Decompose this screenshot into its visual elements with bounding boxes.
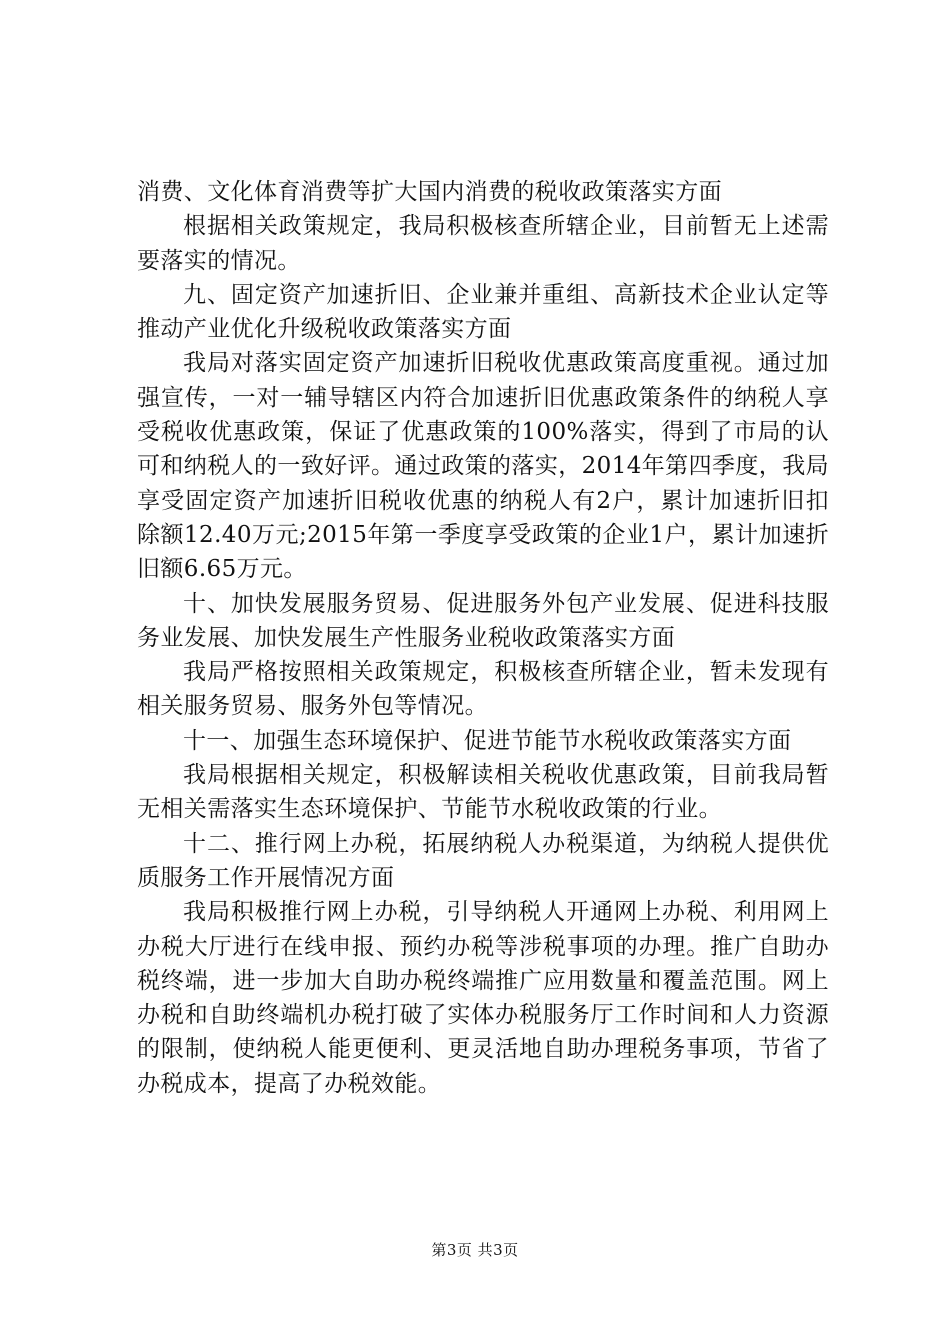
paragraph-6: 我局严格按照相关政策规定，积极核查所辖企业，暂未发现有相关服务贸易、服务外包等情况。 [137,659,829,720]
section-heading-11: 十一、加强生态环境保护、促进节能节水税收政策落实方面 [183,727,792,754]
page-number: 第3页 共3页 [431,1241,519,1259]
section-heading-10: 十、加快发展服务贸易、促进服务外包产业发展、促进科技服务业发展、加快发展生产性服务业税收政策落实方面 [137,590,829,651]
document-body [137,175,829,1101]
page-footer [0,1240,950,1260]
paragraph-8: 我局根据相关规定，积极解读相关税收优惠政策，目前我局暂无相关需落实生态环境保护、节能节水税收政策的行业。 [137,762,829,823]
section-heading-12: 十二、推行网上办税，拓展纳税人办税渠道，为纳税人提供优质服务工作开展情况方面 [137,830,829,891]
paragraph-2: 根据相关政策规定，我局积极核查所辖企业，目前暂无上述需要落实的情况。 [137,213,829,274]
paragraph-4: 我局对落实固定资产加速折旧税收优惠政策高度重视。通过加强宣传，一对一辅导辖区内符合加速折旧优惠政策条件的纳税人享受税收优惠政策，保证了优惠政策的100%落实，得到了市局的认可和纳税人的一致好评。通过政策的落实，2014年第四季度，我局享受固定资产加速折旧税收优惠的纳税人有2户，累计加速折旧扣除额12.40万元;2015年第一季度享受政策的企业1户，累计加速折旧额6.65万元。 [137,350,829,583]
section-heading-9: 九、固定资产加速折旧、企业兼并重组、高新技术企业认定等推动产业优化升级税收政策落实方面 [137,281,829,343]
paragraph-1: 消费、文化体育消费等扩大国内消费的税收政策落实方面 [137,179,722,205]
paragraph-10: 我局积极推行网上办税，引导纳税人开通网上办税、利用网上办税大厅进行在线申报、预约办税等涉税事项的办理。推广自助办税终端，进一步加大自助办税终端推广应用数量和覆盖范围。网上办税和自助终端机办税打破了实体办税服务厅工作时间和人力资源的限制，使纳税人能更便利、更灵活地自助办理税务事项，节省了办税成本，提高了办税效能。 [137,899,829,1097]
